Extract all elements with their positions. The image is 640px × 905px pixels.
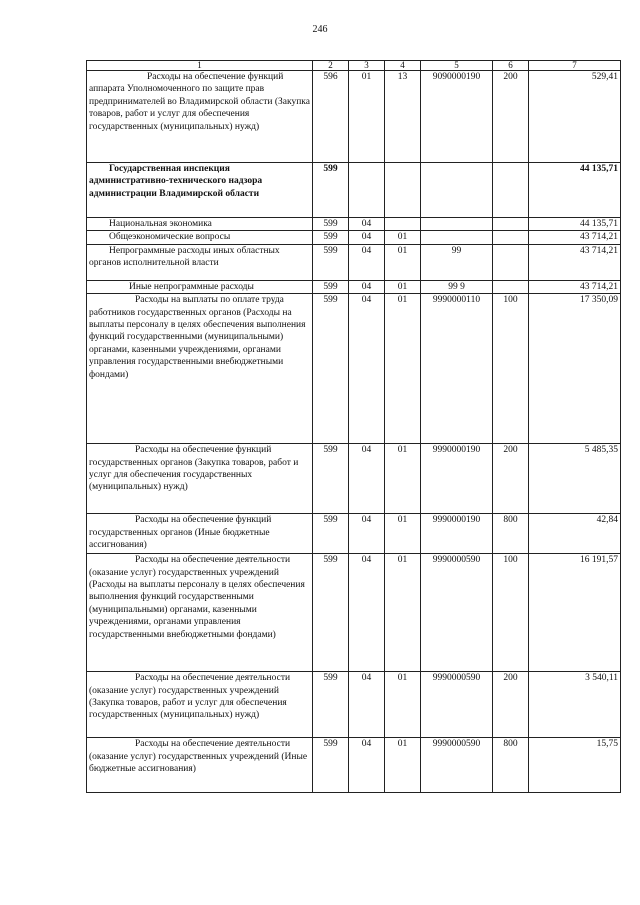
table-row (87, 280, 621, 293)
expense-name (87, 71, 313, 163)
code-target: 9990000590 (421, 672, 493, 738)
code-ministry: 599 (313, 294, 349, 444)
expense-name-lead: Национальная экономика (109, 219, 212, 229)
amount: 43 714,21 (529, 280, 621, 293)
expense-name-lead: Расходы на обеспечение (135, 673, 234, 684)
amount: 43 714,21 (529, 244, 621, 280)
code-target (421, 163, 493, 218)
amount: 44 135,71 (529, 163, 621, 218)
expense-name-lead: Иные непрограммные расходы (129, 281, 254, 292)
col-header-7: 7 (529, 61, 621, 71)
amount: 5 485,35 (529, 444, 621, 514)
expense-name-rest: труда работников государственных органов (Расходы на выплаты персоналу в целях обеспечения выполнения функций государственными (муниципальными) органами, казенными учреждениями, органами управления государственными внебюджетными фондами) (89, 295, 306, 380)
code-target: 99 9 (421, 280, 493, 293)
table-row (87, 244, 621, 280)
expense-name (87, 280, 313, 293)
expense-name (87, 444, 313, 514)
expense-name (87, 294, 313, 444)
code-subsection: 01 (385, 444, 421, 514)
code-expense-type (493, 244, 529, 280)
code-ministry: 599 (313, 218, 349, 231)
amount: 15,75 (529, 738, 621, 793)
expense-name (87, 244, 313, 280)
expense-name-rest: государственных органов (Закупка товаров, работ и услуг для обеспечения государственных (муниципальных) нужд) (89, 457, 299, 493)
expense-name (87, 738, 313, 793)
code-section: 04 (349, 231, 385, 244)
table-row (87, 71, 621, 163)
table-row (87, 738, 621, 793)
expense-name (87, 672, 313, 738)
code-section: 01 (349, 71, 385, 163)
code-ministry: 599 (313, 163, 349, 218)
expense-name-lead: Расходы на обеспечение функций (147, 72, 284, 82)
code-target: 9990000190 (421, 514, 493, 554)
code-subsection: 01 (385, 738, 421, 793)
col-header-3: 3 (349, 61, 385, 71)
code-expense-type (493, 231, 529, 244)
expense-name-lead: Расходы на обеспечение функций (135, 445, 272, 456)
code-expense-type (493, 163, 529, 218)
expense-name-rest: аппарата Уполномоченного по защите прав предпринимателей во Владимирской области (Закупка товаров, работ и услуг для обеспечения государственных (муниципальных) нужд) (89, 84, 310, 132)
amount: 43 714,21 (529, 231, 621, 244)
amount: 17 350,09 (529, 294, 621, 444)
expense-name-lead: Общеэкономические вопросы (109, 232, 231, 243)
expense-name-lead: Непрограммные расходы иных (109, 245, 235, 256)
expense-name-rest: государственных органов (Иные бюджетные ассигнования) (89, 527, 270, 551)
amount: 44 135,71 (529, 218, 621, 231)
code-expense-type: 800 (493, 514, 529, 554)
expense-name (87, 231, 313, 244)
code-target: 9090000190 (421, 71, 493, 163)
code-section: 04 (349, 738, 385, 793)
expense-name-lead: Расходы на обеспечение функций (135, 515, 272, 526)
code-target: 9990000110 (421, 294, 493, 444)
code-ministry: 599 (313, 280, 349, 293)
code-subsection: 01 (385, 280, 421, 293)
code-ministry: 599 (313, 231, 349, 244)
code-subsection: 13 (385, 71, 421, 163)
code-target (421, 218, 493, 231)
page-number: 246 (312, 24, 328, 35)
code-expense-type: 800 (493, 738, 529, 793)
col-header-5: 5 (421, 61, 493, 71)
code-ministry: 599 (313, 514, 349, 554)
code-target: 99 (421, 244, 493, 280)
code-subsection: 01 (385, 514, 421, 554)
amount: 529,41 (529, 71, 621, 163)
code-ministry: 599 (313, 444, 349, 514)
code-subsection: 01 (385, 554, 421, 672)
code-target (421, 231, 493, 244)
col-header-6: 6 (493, 61, 529, 71)
amount: 3 540,11 (529, 672, 621, 738)
table-row (87, 444, 621, 514)
code-target: 9990000590 (421, 554, 493, 672)
code-subsection: 01 (385, 672, 421, 738)
expense-name-lead: Расходы на выплаты по оплате (135, 295, 260, 306)
code-subsection: 01 (385, 244, 421, 280)
code-ministry: 596 (313, 71, 349, 163)
code-expense-type: 200 (493, 71, 529, 163)
table-row (87, 231, 621, 244)
code-expense-type: 100 (493, 554, 529, 672)
table-row (87, 163, 621, 218)
header-row (87, 61, 621, 71)
code-section: 04 (349, 444, 385, 514)
expense-name-rest: деятельности (оказание услуг) государственных учреждений (Закупка товаров, работ и услуг для обеспечения государственных (муниципальных) нужд) (89, 673, 291, 721)
code-subsection (385, 218, 421, 231)
code-subsection: 01 (385, 231, 421, 244)
code-target: 9990000590 (421, 738, 493, 793)
col-header-1: 1 (87, 61, 313, 71)
expense-name (87, 163, 313, 218)
code-ministry: 599 (313, 738, 349, 793)
expense-name (87, 554, 313, 672)
code-section: 04 (349, 514, 385, 554)
col-header-2: 2 (313, 61, 349, 71)
code-section: 04 (349, 244, 385, 280)
code-ministry: 599 (313, 244, 349, 280)
code-section: 04 (349, 554, 385, 672)
code-section: 04 (349, 280, 385, 293)
code-section: 04 (349, 218, 385, 231)
expense-name-lead: Расходы на обеспечение (135, 739, 234, 750)
code-expense-type (493, 218, 529, 231)
expense-name-rest: областных органов исполнительной власти (89, 245, 280, 269)
code-section: 04 (349, 672, 385, 738)
table-row (87, 218, 621, 231)
code-section: 04 (349, 294, 385, 444)
code-expense-type: 100 (493, 294, 529, 444)
expense-name-rest: деятельности (оказание услуг) государственных учреждений (Иные бюджетные ассигнования) (89, 739, 308, 775)
code-section (349, 163, 385, 218)
budget-table (86, 60, 621, 793)
expense-name-lead: Государственная инспекция (109, 164, 230, 174)
code-ministry: 599 (313, 672, 349, 738)
col-header-4: 4 (385, 61, 421, 71)
code-expense-type: 200 (493, 672, 529, 738)
expense-name-lead: Расходы на обеспечение (135, 555, 234, 566)
code-expense-type: 200 (493, 444, 529, 514)
expense-name-rest: административно-технического надзора администрации Владимирской области (89, 176, 263, 199)
table-row (87, 672, 621, 738)
table-row (87, 514, 621, 554)
table-row (87, 294, 621, 444)
code-expense-type (493, 280, 529, 293)
code-subsection (385, 163, 421, 218)
table-row (87, 554, 621, 672)
code-target: 9990000190 (421, 444, 493, 514)
code-ministry: 599 (313, 554, 349, 672)
amount: 16 191,57 (529, 554, 621, 672)
expense-name-rest: деятельности (оказание услуг) государственных учреждений (Расходы на выплаты персоналу в целях обеспечения выполнения функций государственными (муниципальными) органами, казенными учреждениями, органами управления государственными внебюджетными фондами) (89, 555, 305, 640)
code-subsection: 01 (385, 294, 421, 444)
expense-name (87, 514, 313, 554)
expense-name (87, 218, 313, 231)
amount: 42,84 (529, 514, 621, 554)
